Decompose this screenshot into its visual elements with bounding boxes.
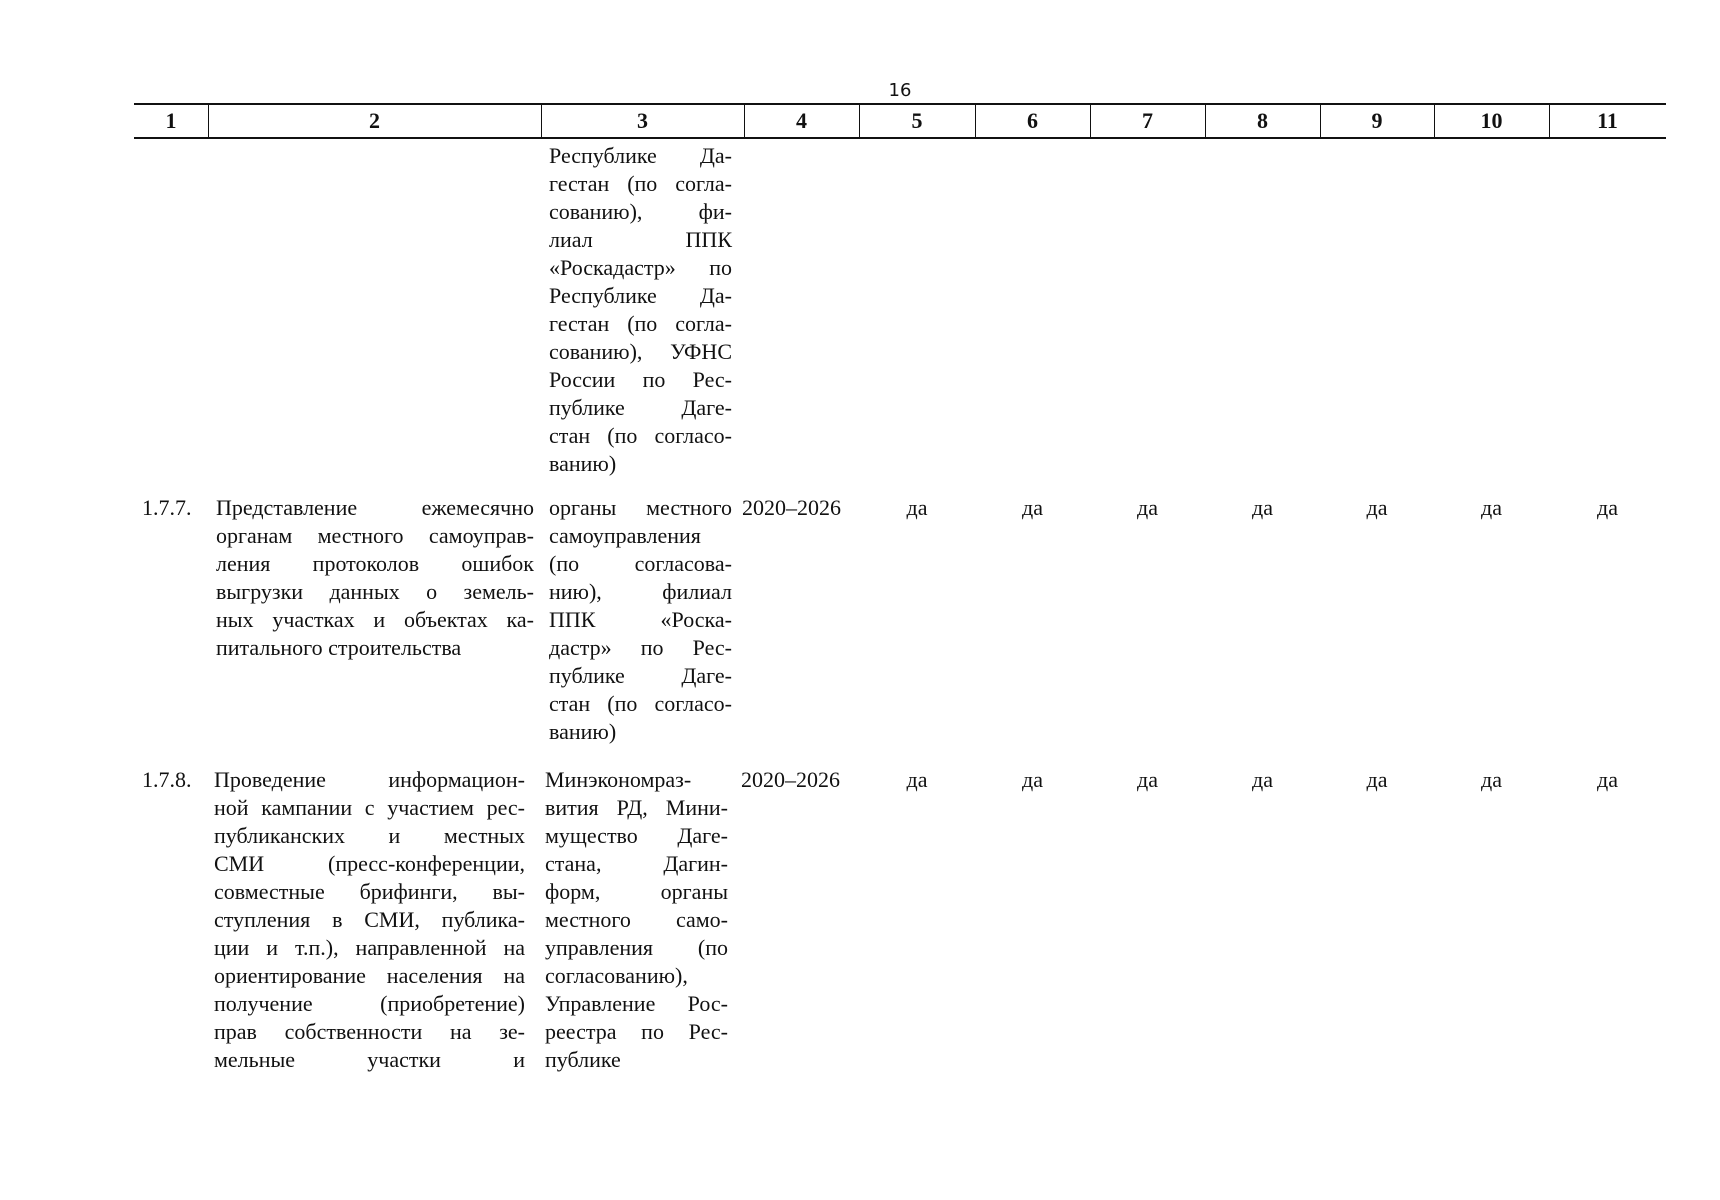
year-cell: да (1481, 767, 1502, 792)
year-cell: да (1022, 495, 1043, 520)
activity-description (214, 766, 525, 1074)
table-header-bottom-rule (134, 137, 1666, 139)
text-line: мущество Даге- (545, 823, 728, 848)
header-col-2: 2 (369, 108, 380, 133)
text-line: питального строительства (216, 635, 462, 660)
text-line: Проведение информацион- (214, 767, 525, 792)
year-cell: да (1137, 495, 1158, 520)
text-line: вития РД, Мини- (545, 795, 728, 820)
text-line: ления протоколов ошибок (216, 551, 534, 576)
text-line: мельные участки и (214, 1047, 525, 1072)
text-line: Представление ежемесячно (216, 495, 534, 520)
text-line: сованию), УФНС (549, 339, 732, 364)
text-line: СМИ (пресс-конференции, (214, 851, 525, 876)
text-line: публике (545, 1047, 621, 1072)
text-line: гестан (по согла- (549, 311, 732, 336)
text-line: публиканских и местных (214, 823, 525, 848)
page-number: 16 (888, 80, 912, 101)
year-cell: да (1137, 767, 1158, 792)
text-line: стана, Дагин- (545, 851, 728, 876)
header-col-10: 10 (1480, 108, 1503, 133)
executors-cell (545, 766, 728, 1074)
text-line: совместные брифинги, вы- (214, 879, 525, 904)
text-line: прав собственности на зе- (214, 1019, 525, 1044)
text-line: местного само- (545, 907, 728, 932)
text-line: Республике Да- (549, 283, 732, 308)
text-line: управления (по (545, 935, 728, 960)
text-line: дастр» по Рес- (549, 635, 732, 660)
text-line: публике Даге- (549, 663, 732, 688)
text-line: органам местного самоуправ- (216, 523, 534, 548)
text-line: ных участках и объектах ка- (216, 607, 534, 632)
text-line: Республике Да- (549, 143, 732, 168)
year-cell: да (1252, 495, 1273, 520)
text-line: органы местного (549, 495, 732, 520)
text-line: самоуправления (549, 523, 701, 548)
year-cell: да (1597, 495, 1618, 520)
text-line: Управление Рос- (545, 991, 728, 1016)
text-line: (по согласова- (549, 551, 732, 576)
executors-cell (549, 494, 732, 746)
year-cell: да (1366, 495, 1388, 520)
period-cell: 2020–2026 (741, 767, 840, 792)
header-col-1: 1 (165, 108, 177, 133)
text-line: форм, органы (545, 879, 728, 904)
header-col-11: 11 (1597, 108, 1618, 133)
text-line: нию), филиал (549, 579, 732, 604)
text-line: стан (по согласо- (549, 423, 732, 448)
text-line: гестан (по согла- (549, 171, 732, 196)
year-cell: да (1366, 767, 1388, 792)
activity-description (216, 494, 534, 662)
text-line: Минэкономраз- (545, 767, 692, 792)
header-col-8: 8 (1257, 108, 1268, 133)
text-line: публике Даге- (549, 395, 732, 420)
row-number: 1.7.7. (142, 495, 192, 520)
text-line: согласованию), (545, 963, 688, 988)
header-col-6: 6 (1027, 108, 1038, 133)
text-line: ориентирование населения на (214, 963, 525, 988)
header-col-3: 3 (637, 108, 648, 133)
text-line: выгрузки данных о земель- (216, 579, 534, 604)
text-line: ной кампании с участием рес- (214, 795, 525, 820)
text-line: реестра по Рес- (545, 1019, 728, 1044)
text-line: ванию) (549, 719, 617, 744)
year-cell: да (906, 495, 928, 520)
year-cell: да (1022, 767, 1043, 792)
text-line: сованию), фи- (549, 199, 732, 224)
text-line: получение (приобретение) (214, 991, 525, 1016)
year-cell: да (906, 767, 928, 792)
text-line: ступления в СМИ, публика- (214, 907, 525, 932)
text-line: «Роскадастр» по (549, 255, 732, 280)
header-col-4: 4 (796, 108, 807, 133)
row-number: 1.7.8. (142, 767, 192, 792)
year-cell: да (1252, 767, 1273, 792)
text-line: ППК «Роска- (549, 607, 732, 632)
text-line: ванию) (549, 451, 617, 476)
header-col-9: 9 (1371, 108, 1383, 133)
text-line: лиал ППК (549, 227, 732, 252)
table-header-top-rule (134, 103, 1666, 105)
text-line: России по Рес- (549, 367, 732, 392)
header-col-5: 5 (911, 108, 923, 133)
year-cell: да (1597, 767, 1618, 792)
year-cell: да (1481, 495, 1502, 520)
header-col-7: 7 (1142, 108, 1153, 133)
text-line: ции и т.п.), направленной на (214, 935, 525, 960)
continuation-executors-cell (549, 142, 732, 478)
period-cell: 2020–2026 (742, 495, 841, 520)
text-line: стан (по согласо- (549, 691, 732, 716)
